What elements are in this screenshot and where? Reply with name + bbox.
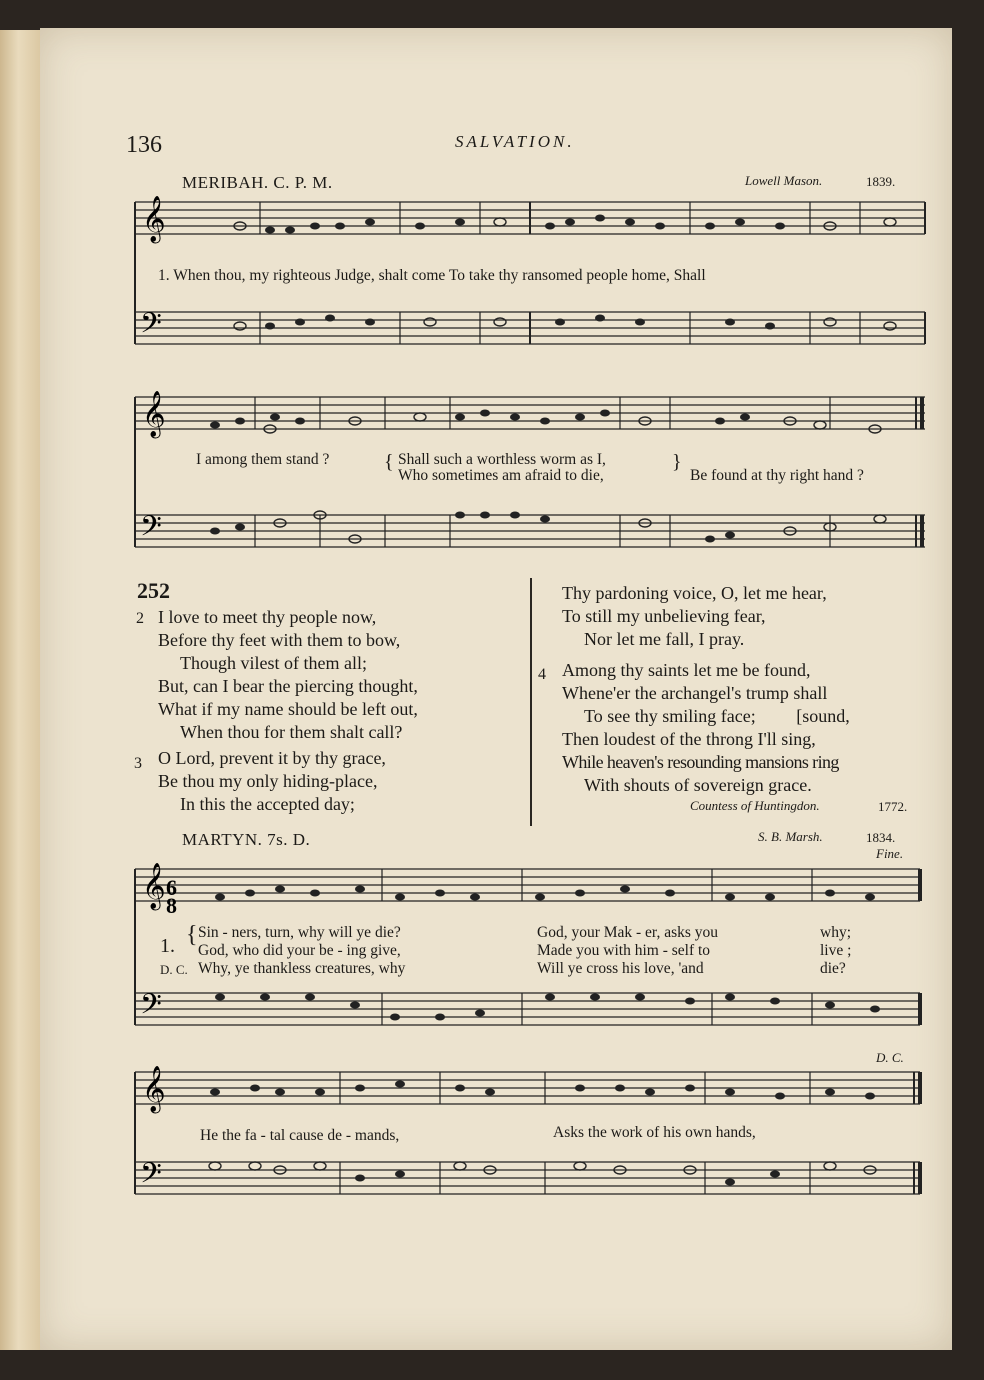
brace-close-icon: }	[672, 451, 682, 473]
svg-text:8: 8	[166, 893, 177, 918]
fine-marking: Fine.	[876, 846, 904, 861]
brace-open-icon: {	[384, 451, 394, 473]
year-martyn: 1834.	[866, 830, 896, 845]
hymn-number: 252	[137, 578, 170, 603]
verse-4-line-5: While heaven's resounding mansions ring	[562, 752, 839, 772]
verse-2	[158, 606, 418, 744]
verse-4-line-1: Among thy saints let me be found,	[562, 660, 811, 680]
svg-text:𝄢: 𝄢	[140, 307, 162, 347]
svg-text:𝄢: 𝄢	[140, 988, 162, 1028]
verse-3-line-2: Be thou my only hiding-place,	[158, 771, 378, 791]
lyric-martyn-row1: Sin - ners, turn, why will ye die?	[198, 924, 401, 941]
page-number: 136	[126, 132, 162, 158]
svg-text:𝄢: 𝄢	[140, 1157, 162, 1197]
lyric-martyn-col3-row3: die?	[820, 960, 846, 977]
svg-text:𝄞: 𝄞	[142, 196, 166, 242]
lyric-martyn-col3-row1: why;	[820, 924, 851, 941]
lyric-meribah-line2a: I among them stand ?	[196, 451, 330, 468]
lyric-martyn-col2-row3: Will ye cross his love, 'and	[537, 960, 704, 977]
verse-3	[158, 747, 386, 816]
svg-text:𝄞: 𝄞	[142, 1066, 166, 1112]
verse-3-cont-line-3: Nor let me fall, I pray.	[584, 629, 745, 649]
verse-number-martyn: 1.	[160, 935, 175, 957]
verse-4-line-2: Whene'er the archangel's trump shall	[562, 683, 828, 703]
running-head: SALVATION.	[455, 132, 575, 151]
lyric-meribah-line1: 1. When thou, my righteous Judge, shalt come To take thy ransomed people home, Shall	[158, 267, 706, 284]
verse-3-cont-line-2: To still my unbelieving fear,	[562, 606, 766, 626]
tune-title-meribah: MERIBAH. C. P. M.	[182, 173, 333, 192]
svg-text:6: 6	[166, 875, 177, 900]
verse-3-line-1: O Lord, prevent it by thy grace,	[158, 748, 386, 768]
lyric-meribah-line2b1: Shall such a worthless worm as I,	[398, 451, 606, 468]
brace-open-martyn-icon: {	[186, 922, 198, 948]
lyric-martyn-line2a: He the fa - tal cause de - mands,	[200, 1127, 400, 1144]
verse-2-line-5: What if my name should be left out,	[158, 699, 418, 719]
verse-4-line-6: With shouts of sovereign grace.	[584, 775, 812, 795]
verse-2-line-1: I love to meet thy people now,	[158, 607, 377, 627]
lyric-martyn-row2: God, who did your be - ing give,	[198, 942, 401, 959]
verse-4-line-4: Then loudest of the throng I'll sing,	[562, 729, 816, 749]
svg-text:𝄞: 𝄞	[142, 391, 166, 437]
verse-2-line-4: But, can I bear the piercing thought,	[158, 676, 418, 696]
svg-text:𝄞: 𝄞	[142, 863, 166, 909]
composer-meribah: Lowell Mason.	[745, 173, 823, 188]
hymn-author-year: 1772.	[878, 799, 908, 814]
dc-marking: D. C.	[876, 1050, 904, 1065]
verse-3-cont-line-1: Thy pardoning voice, O, let me hear,	[562, 583, 827, 603]
verse-3-line-3: In this the accepted day;	[180, 794, 355, 814]
hymn-author: Countess of Huntingdon.	[690, 798, 820, 813]
lyric-meribah-line2c: Be found at thy right hand ?	[690, 467, 864, 484]
dc-label: D. C.	[160, 962, 188, 977]
tune-title-martyn: MARTYN. 7s. D.	[182, 830, 311, 849]
verse-number-2: 2	[136, 610, 144, 627]
lyric-martyn-col3-row2: live ;	[820, 942, 852, 959]
column-divider	[530, 578, 532, 826]
svg-text:𝄢: 𝄢	[140, 510, 162, 550]
lyric-martyn-col2-row2: Made you with him - self to	[537, 942, 711, 959]
verse-4-line-3: To see thy smiling face; [sound,	[584, 706, 850, 726]
verse-2-line-6: When thou for them shalt call?	[180, 722, 403, 742]
lyric-martyn-row3: Why, ye thankless creatures, why	[198, 960, 406, 977]
lyric-meribah-line2b2: Who sometimes am afraid to die,	[398, 467, 604, 484]
verse-2-line-3: Though vilest of them all;	[180, 653, 367, 673]
lyric-martyn-line2b: Asks the work of his own hands,	[553, 1124, 756, 1141]
verse-2-line-2: Before thy feet with them to bow,	[158, 630, 401, 650]
verse-3-continued	[562, 582, 827, 651]
verse-number-4: 4	[538, 666, 546, 683]
year-meribah: 1839.	[866, 174, 896, 189]
verse-4	[562, 659, 850, 797]
composer-martyn: S. B. Marsh.	[758, 829, 823, 844]
lyric-martyn-col2-row1: God, your Mak - er, asks you	[537, 924, 719, 941]
verse-number-3: 3	[134, 755, 142, 772]
